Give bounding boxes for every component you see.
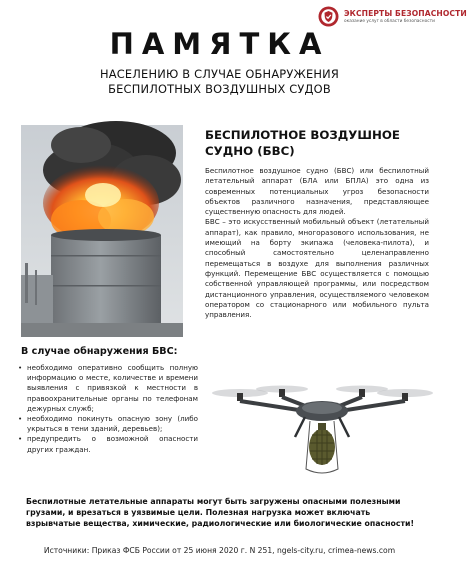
actions-list [16, 363, 198, 455]
actions-heading: В случае обнаружения БВС: [21, 346, 178, 357]
definition-paragraph: Беспилотное воздушное судно (БВС) или беспилотный летательный аппарат (БЛА или БПЛА) это одна из современных потенциальных угроз безопасности объектов различного назначения, представляющее существенную опасность для людей. [205, 166, 429, 217]
shield-logo-icon [318, 6, 339, 27]
burning-tank-photo [21, 125, 183, 337]
page-subtitle-line-2: БЕСПИЛОТНЫХ ВОЗДУШНЫХ СУДОВ [108, 82, 331, 96]
drone-with-grenade-illustration [210, 377, 435, 489]
logo-subtitle: оказание услуг в области безопасности [344, 19, 435, 24]
list-item: • необходимо оперативно сообщить полную информацию о месте, количестве и времени выявления с привязкой к местности в правоохранительные органы по телефонам дежурных служб; [16, 363, 198, 414]
definition-heading-line-2: СУДНО (БВС) [205, 144, 295, 158]
list-item: • предупредить о возможной опасности других граждан. [16, 434, 198, 454]
definition-heading-line-1: БЕСПИЛОТНОЕ ВОЗДУШНОЕ [205, 128, 400, 142]
logo-title: ЭКСПЕРТЫ БЕЗОПАСНОСТИ [344, 9, 467, 18]
page-subtitle-line-1: НАСЕЛЕНИЮ В СЛУЧАЕ ОБНАРУЖЕНИЯ [99, 67, 339, 81]
definition-paragraph: БВС – это искусственный мобильный объект (летательный аппарат), как правило, многоразового использования, не имеющий на борту экипажа (человека-пилота), и способный самостоятельно целенаправленно перемещаться в воздухе для выполнения различных функций. Перемещение БВС осуществляется с помощью собственной управляющей программы, или посредством дистанционного управления, осуществляемого человеком оператором со стационарного или мобильного пульта управления. [205, 217, 429, 320]
danger-warning: Беспилотные летательные аппараты могут быть загружены опасными полезными грузами, и врезаться в уязвимые цели. Полезная нагрузка может включать взрывчатые вещества, химические, радиологические или биологические опасности! [26, 497, 415, 528]
definition-text [205, 166, 429, 320]
definition-heading [205, 127, 430, 159]
page-title: ПАМЯТКА [109, 27, 330, 61]
list-item: • необходимо покинуть опасную зону (либо укрыться в тени зданий, деревьев); [16, 414, 198, 434]
sources-footnote: Источники: Приказ ФСБ России от 25 июня 2020 г. N 251, ngels-city.ru, crimea-news.com [43, 546, 396, 555]
